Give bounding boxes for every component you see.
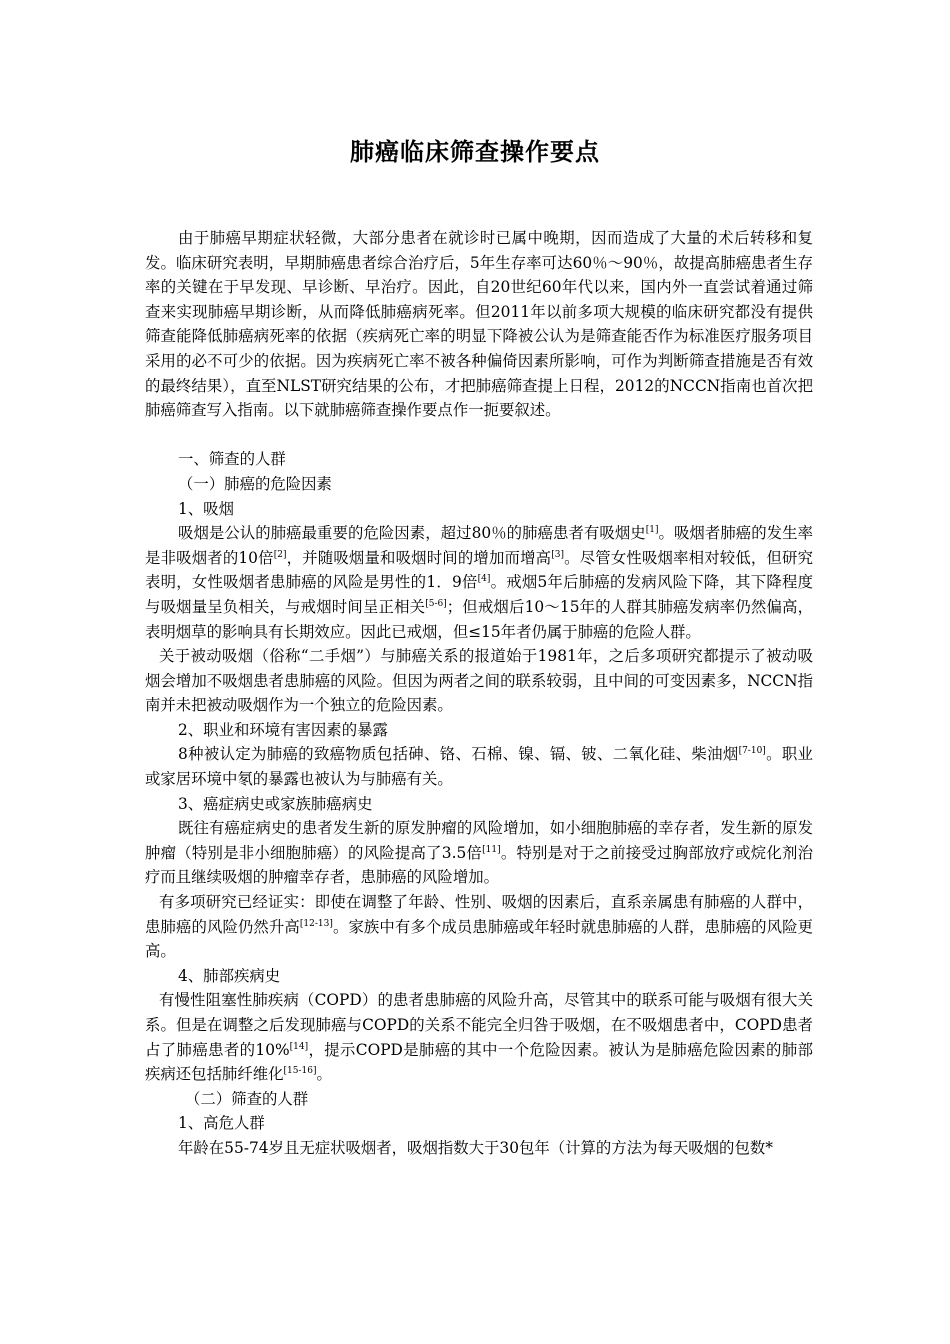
citation-14: [14] [289, 1041, 309, 1052]
item-heading-history: 3、癌症病史或家族肺癌病史 [178, 794, 373, 813]
citation-7-10: [7-10] [738, 746, 766, 757]
item-heading-high-risk: 1、高危人群 [178, 1114, 265, 1133]
citation-11: [11] [482, 844, 501, 855]
citation-4: [4] [477, 574, 491, 585]
intro-paragraph: 由于肺癌早期症状轻微，大部分患者在就诊时已属中晚期，因而造成了大量的术后转移和复发。临床研究表明，早期肺癌患者综合治疗后，5年生存率可达60％～90％，故提高肺癌患者生存率的关键在于早发现、早诊断、早治疗。因此，自20世纪60年代以来，国内外一直尝试着通过筛查来实现肺癌早期诊断，从而降低肺癌病死率。但2011年以前多项大规模的临床研究都没有提供筛查能降低肺癌病死率的依据（疾病死亡率的明显下降被公认为是筛查能否作为标准医疗服务项目采用的必不可少的依据。因为疾病死亡率不被各种偏倚因素所影响，可作为判断筛查措施是否有效的最终结果），直至NLST研究结果的公布，才把肺癌筛查提上日程，2012的NCCN指南也首次把肺癌筛查写入指南。以下就肺癌筛查操作要点作一扼要叙述。 [145, 229, 813, 420]
citation-3: [3] [551, 549, 564, 560]
lung-disease-paragraph: 有慢性阻塞性肺疾病（COPD）的患者患肺癌的风险升高，尽管其中的联系可能与吸烟有很大关系。但是在调整之后发现肺癌与COPD的关系不能完全归咎于吸烟，在不吸烟患者中，COPD患者占了肺癌患者的10%[14]，提示COPD是肺癌的其中一个危险因素。被认为是肺癌危险因素的肺部疾病还包括肺纤维化[15-16]。 [145, 991, 813, 1084]
document-body [145, 226, 813, 1161]
smoking-paragraph: 吸烟是公认的肺癌最重要的危险因素，超过80％的肺癌患者有吸烟史[1]。吸烟者肺癌的发生率是非吸烟者的10倍[2]，并随吸烟量和吸烟时间的增加而增高[3]。尽管女性吸烟率相对较低，但研究表明，女性吸烟者患肺癌的风险是男性的1．9倍[4]。戒烟5年后肺癌的发病风险下降，其下降程度与吸烟量呈负相关，与戒烟时间呈正相关[5-6]；但戒烟后10～15年的人群其肺癌发病率仍然偏高，表明烟草的影响具有长期效应。因此已戒烟，但≤15年者仍属于肺癌的危险人群。 [145, 524, 813, 641]
document-title: 肺癌临床筛查操作要点 [350, 138, 600, 166]
subsection-heading-population: （二）筛查的人群 [185, 1089, 309, 1108]
item-heading-occupation: 2、职业和环境有害因素的暴露 [178, 720, 388, 739]
section-heading-1: 一、筛查的人群 [178, 450, 286, 469]
citation-15-16: [15-16] [283, 1066, 317, 1077]
item-heading-lung-disease: 4、肺部疾病史 [178, 966, 281, 985]
citation-2: [2] [273, 549, 287, 560]
citation-1: [1] [645, 525, 659, 535]
passive-smoking-paragraph: 关于被动吸烟（俗称“二手烟”）与肺癌关系的报道始于1981年，之后多项研究都提示了被动吸烟会增加不吸烟患者患肺癌的风险。但因为两者之间的联系较弱，且中间的可变因素多，NCCN指南并未把被动吸烟作为一个独立的危险因素。 [145, 647, 813, 715]
high-risk-paragraph: 年龄在55-74岁且无症状吸烟者，吸烟指数大于30包年（计算的方法为每天吸烟的包数* [178, 1138, 773, 1157]
occupation-paragraph: 8种被认定为肺癌的致癌物质包括砷、铬、石棉、镍、镉、铍、二氧化硅、柴油烟[7-10]。职业或家居环境中氡的暴露也被认为与肺癌有关。 [145, 745, 813, 789]
family-paragraph: 有多项研究已经证实：即使在调整了年龄、性别、吸烟的因素后，直系亲属患有肺癌的人群中，患肺癌的风险仍然升高[12-13]。家族中有多个成员患肺癌或年轻时就患肺癌的人群，患肺癌的风险更高。 [145, 893, 813, 961]
history-paragraph: 既往有癌症病史的患者发生新的原发肿瘤的风险增加，如小细胞肺癌的幸存者，发生新的原发肿瘤（特别是非小细胞肺癌）的风险提高了3.5倍[11]。特别是对于之前接受过胸部放疗或烷化剂治疗而且继续吸烟的肿瘤幸存者，患肺癌的风险增加。 [145, 819, 813, 887]
subsection-heading-risk-factors: （一）肺癌的危险因素 [178, 474, 332, 493]
citation-12-13: [12-13] [299, 918, 333, 929]
citation-5-6: [5-6] [425, 598, 447, 609]
item-heading-smoking: 1、吸烟 [178, 499, 234, 518]
